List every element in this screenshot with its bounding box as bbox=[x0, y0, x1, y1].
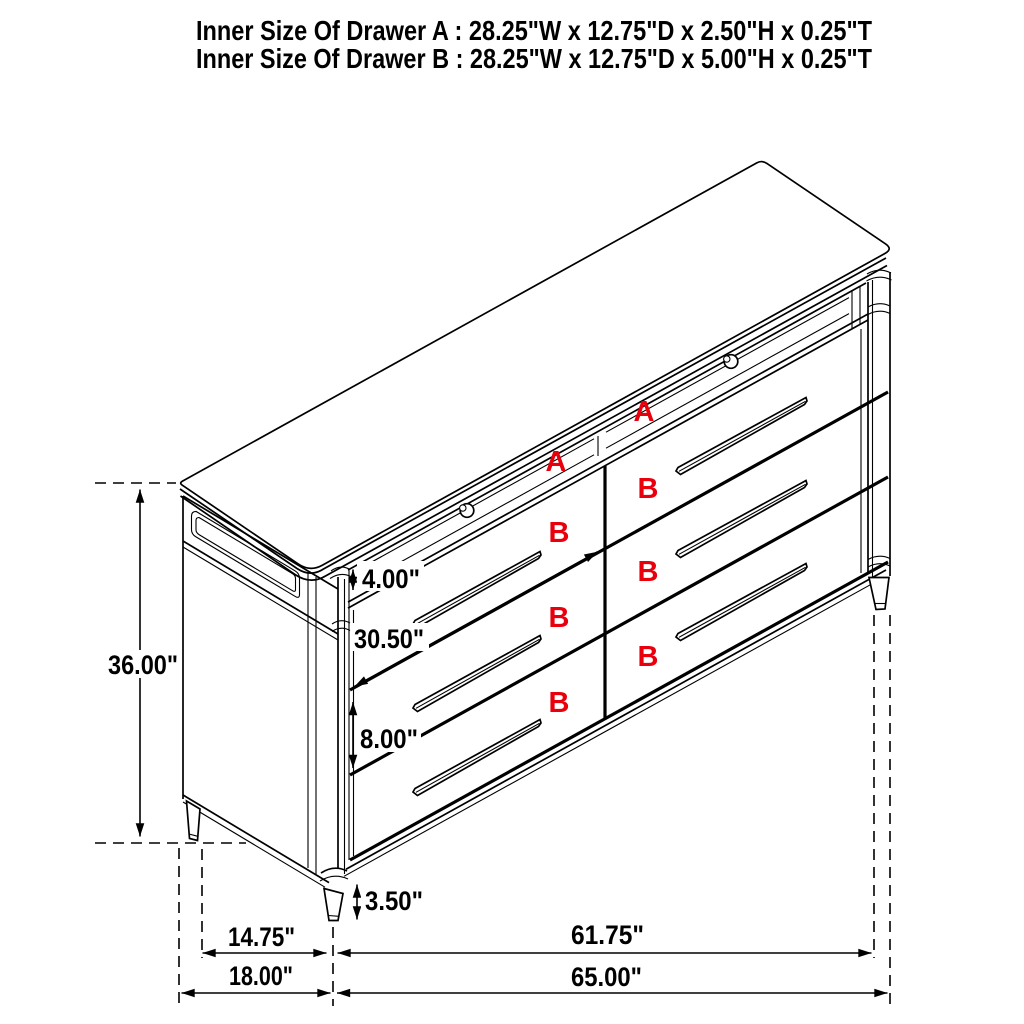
dim-label-drawer-width: 30.50" bbox=[354, 624, 424, 654]
right-post-top-cap bbox=[867, 270, 891, 274]
drawer-handle-ridge bbox=[679, 484, 806, 554]
bottom-rail-top-line bbox=[350, 562, 888, 860]
front-right-leg bbox=[869, 578, 889, 610]
right-post-ring bbox=[868, 304, 890, 307]
drawer-label-a-left: A bbox=[545, 446, 567, 478]
dim-label-side-leg-span: 14.75" bbox=[228, 922, 295, 952]
left-post-ring bbox=[332, 621, 350, 624]
dresser-drawing bbox=[180, 162, 892, 921]
side-bottom-edge-inner bbox=[183, 802, 325, 887]
right-post-bottom-cap bbox=[868, 556, 890, 559]
drawer-label-b-left-2: B bbox=[548, 602, 570, 634]
right-post-top-cap bbox=[867, 277, 892, 281]
drawer-a-right-knob bbox=[724, 355, 738, 369]
drawer-handle bbox=[413, 636, 541, 712]
dim-label-drawer-a-face: 4.00" bbox=[362, 564, 420, 594]
header-drawer-a-size: Inner Size Of Drawer A : 28.25"W x 12.75"D x 2.50"H x 0.25"T bbox=[196, 15, 872, 46]
drawer-label-a-right: A bbox=[633, 396, 655, 428]
dim-label-overall-depth: 18.00" bbox=[229, 961, 293, 991]
drawer-label-b-left-3: B bbox=[548, 687, 570, 719]
drawer-separator-line bbox=[350, 477, 888, 775]
side-bottom-edge bbox=[183, 795, 329, 883]
drawer-handle bbox=[413, 552, 541, 628]
dimension-lines bbox=[95, 483, 890, 1006]
drawer-label-b-right-1: B bbox=[637, 473, 659, 505]
dim-label-front-leg-span: 61.75" bbox=[571, 920, 644, 950]
header-drawer-b-size: Inner Size Of Drawer B : 28.25"W x 12.75"D x 5.00"H x 0.25"T bbox=[196, 43, 872, 74]
drawer-label-b-left-1: B bbox=[548, 517, 570, 549]
drawer-handle bbox=[676, 564, 807, 641]
drawer-label-b-right-2: B bbox=[637, 556, 659, 588]
dim-label-leg-height: 3.50" bbox=[365, 886, 423, 916]
drawer-label-b-right-3: B bbox=[637, 641, 659, 673]
drawer-a-left-knob bbox=[460, 504, 474, 518]
dim-label-overall-width: 65.00" bbox=[571, 962, 642, 992]
drawer-handle-ridge bbox=[679, 567, 806, 637]
dresser-top-face bbox=[181, 162, 889, 569]
drawer-handle-ridge bbox=[416, 639, 540, 708]
left-post-top-cap bbox=[330, 574, 351, 578]
drawer-handle-ridge bbox=[679, 401, 806, 471]
dim-label-drawer-b-face: 8.00" bbox=[360, 724, 418, 754]
left-post-ring bbox=[332, 628, 350, 631]
dim-label-height: 36.00" bbox=[108, 650, 178, 680]
drawer-handle-ridge bbox=[416, 723, 540, 792]
right-post-ring bbox=[868, 311, 890, 314]
drawer-handle bbox=[676, 481, 807, 558]
drawer-handle-ridge bbox=[416, 555, 540, 624]
left-post-bottom-cap bbox=[321, 868, 347, 873]
